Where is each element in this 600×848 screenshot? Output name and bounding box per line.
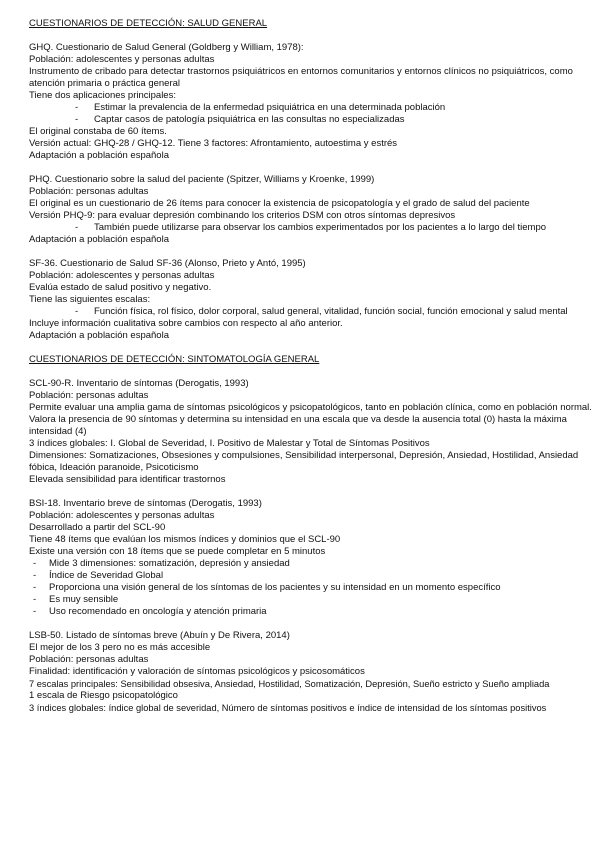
lsb50-finalidad: Finalidad: identificación y valoración de síntomas psicológicos y psicosomáticos <box>29 666 365 677</box>
lsb50-title: LSB-50. Listado de síntomas breve (Abuín y De Rivera, 2014) <box>29 630 290 641</box>
ghq-title: GHQ. Cuestionario de Salud General (Goldberg y William, 1978): <box>29 42 304 53</box>
bsi18-existe: Existe una versión con 18 ítems que se puede completar en 5 minutos <box>29 546 326 557</box>
ghq-instrumento: Instrumento de cribado para detectar trastornos psiquiátricos en entornos comunitarios y entornos clínicos no psiquiátricos, como atención primaria o práctica general <box>29 66 573 89</box>
phq-bullet: - También puede utilizarse para observar los cambios experimentados por los pacientes a lo largo del tiempo <box>75 222 547 233</box>
ghq-aplicaciones: Tiene dos aplicaciones principales: <box>29 90 176 101</box>
sf36-adaptacion: Adaptación a población española <box>29 330 169 341</box>
phq-adaptacion: Adaptación a población española <box>29 234 169 245</box>
ghq-bullet: - Captar casos de patología psiquiátrica en las consultas no especializadas <box>75 114 405 125</box>
sf36-bullet: - Función física, rol físico, dolor corporal, salud general, vitalidad, función social, función emocional y salud mental <box>75 306 568 317</box>
bsi18-poblacion: Población: adolescentes y personas adultas <box>29 510 215 521</box>
bsi18-bullet: - Es muy sensible <box>33 594 119 605</box>
sf36-block <box>29 258 592 342</box>
phq-original: El original es un cuestionario de 26 ítems para conocer la existencia de psicopatología y el grado de salud del paciente <box>29 198 530 209</box>
phq-poblacion: Población: personas adultas <box>29 186 149 197</box>
sf36-evalua: Evalúa estado de salud positivo y negativo. <box>29 282 212 293</box>
ghq-poblacion: Población: adolescentes y personas adultas <box>29 54 215 65</box>
bsi18-block <box>29 498 592 618</box>
bsi18-tiene: Tiene 48 ítems que evalúan los mismos índices y dominios que el SCL-90 <box>29 534 341 545</box>
lsb50-block <box>29 630 592 714</box>
ghq-adaptacion: Adaptación a población española <box>29 150 169 161</box>
bsi18-bullet: - Índice de Severidad Global <box>33 570 164 581</box>
sf36-escalas: Tiene las siguientes escalas: <box>29 294 151 305</box>
section-title-salud-general: CUESTIONARIOS DE DETECCIÓN: SALUD GENERAL <box>29 18 268 29</box>
section-title-sintomatologia: CUESTIONARIOS DE DETECCIÓN: SINTOMATOLOGÍA GENERAL <box>29 354 320 365</box>
ghq-bullet: - Estimar la prevalencia de la enfermedad psiquiátrica en una determinada población <box>75 102 446 113</box>
scl90-permite: Permite evaluar una amplia gama de síntomas psicológicos y psicopatológicos, tanto en población clínica, como en población normal. <box>29 402 592 413</box>
phq-title: PHQ. Cuestionario sobre la salud del paciente (Spitzer, Williams y Kroenke, 1999) <box>29 174 375 185</box>
lsb50-mejor: El mejor de los 3 pero no es más accesible <box>29 642 211 653</box>
scl90-elevada: Elevada sensibilidad para identificar trastornos <box>29 474 226 485</box>
ghq-original: El original constaba de 60 ítems. <box>29 126 167 137</box>
scl90-block <box>29 378 592 486</box>
phq-block <box>29 174 592 246</box>
scl90-valora: Valora la presencia de 90 síntomas y determina su intensidad en una escala que va desde la ausencia total (0) hasta la máxima intensidad (4) <box>29 414 567 437</box>
bsi18-bullet: - Proporciona una visión general de los síntomas de los pacientes y su intensidad en un momento específico <box>33 582 501 593</box>
bsi18-bullet: - Mide 3 dimensiones: somatización, depresión y ansiedad <box>33 558 290 569</box>
lsb50-indices: 3 índices globales: índice global de severidad, Número de síntomas positivos e índice de intensidad de los síntomas positivos <box>29 703 547 713</box>
bsi18-bullet: - Uso recomendado en oncología y atención primaria <box>33 606 267 617</box>
lsb50-poblacion: Población: personas adultas <box>29 654 149 665</box>
scl90-indices: 3 índices globales: I. Global de Severidad, I. Positivo de Malestar y Total de Síntomas Positivos <box>29 438 430 449</box>
lsb50-riesgo: 1 escala de Riesgo psicopatológico <box>29 690 178 701</box>
ghq-block <box>29 42 592 162</box>
scl90-title: SCL-90-R. Inventario de síntomas (Derogatis, 1993) <box>29 378 249 389</box>
lsb50-escalas: 7 escalas principales: Sensibilidad obsesiva, Ansiedad, Hostilidad, Somatización, Depresión, Sueño estricto y Sueño ampliada <box>29 679 550 689</box>
sf36-title: SF-36. Cuestionario de Salud SF-36 (Alonso, Prieto y Antó, 1995) <box>29 258 306 269</box>
sf36-incluye: Incluye información cualitativa sobre cambios con respecto al año anterior. <box>29 318 343 329</box>
bsi18-desarrollado: Desarrollado a partir del SCL-90 <box>29 522 166 533</box>
scl90-poblacion: Población: personas adultas <box>29 390 149 401</box>
phq-version: Versión PHQ-9: para evaluar depresión combinando los criterios DSM con otros síntomas depresivos <box>29 210 456 221</box>
scl90-dimensiones: Dimensiones: Somatizaciones, Obsesiones y compulsiones, Sensibilidad interpersonal, Depresión, Ansiedad, Hostilidad, Ansiedad fóbica, Ideación paranoide, Psicoticismo <box>29 450 579 473</box>
bsi18-title: BSI-18. Inventario breve de síntomas (Derogatis, 1993) <box>29 498 262 509</box>
ghq-version: Versión actual: GHQ-28 / GHQ-12. Tiene 3 factores: Afrontamiento, autoestima y estrés <box>29 138 398 149</box>
sf36-poblacion: Población: adolescentes y personas adultas <box>29 270 215 281</box>
